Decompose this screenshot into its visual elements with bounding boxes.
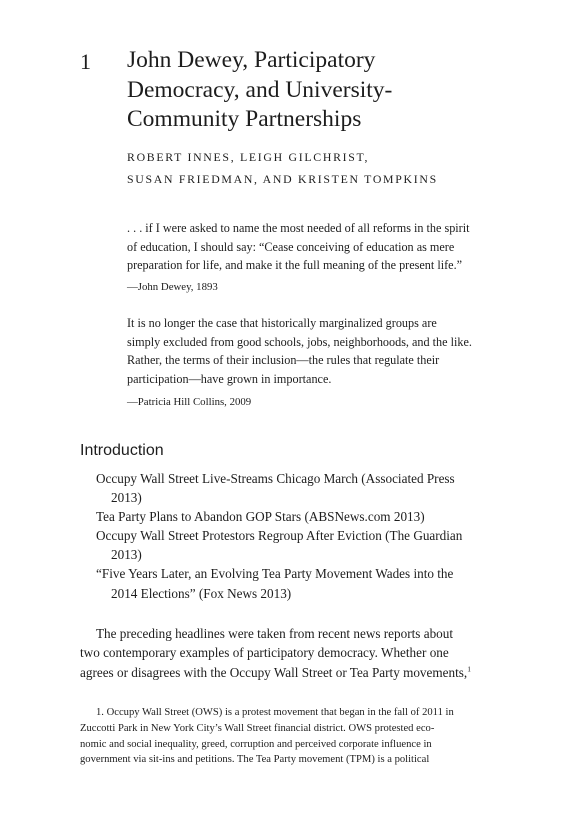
- body-line: [80, 663, 488, 682]
- body-line: The preceding headlines were taken from recent news reports about: [96, 626, 454, 641]
- epigraph-line: of education, I should say: “Cease conceiving of education as mere: [127, 239, 455, 254]
- epigraph-collins: [127, 314, 488, 388]
- epigraph-attribution: —John Dewey, 1893: [127, 281, 218, 293]
- footnote-line: government via sit-ins and petitions. The Tea Party movement (TPM) is a political: [80, 754, 430, 766]
- footnote-line: 1. Occupy Wall Street (OWS) is a protest movement that began in the fall of 2011 in: [96, 707, 454, 718]
- headline-list: [96, 469, 496, 603]
- chapter-title-line: John Dewey, Participatory: [127, 47, 376, 73]
- body-paragraph: [80, 624, 488, 682]
- body-line: two contemporary examples of participatory democracy. Whether one: [80, 645, 449, 661]
- chapter-authors: [127, 146, 438, 190]
- headline-line: Occupy Wall Street Live-Streams Chicago March (Associated Press: [96, 471, 455, 486]
- headline-line: 2013): [111, 547, 142, 563]
- section-heading: Introduction: [80, 442, 164, 459]
- footnote-reference[interactable]: 1: [467, 664, 471, 674]
- author-line: SUSAN FRIEDMAN, AND KRISTEN TOMPKINS: [127, 172, 438, 186]
- headline-line: 2014 Elections” (Fox News 2013): [111, 585, 292, 601]
- epigraph-line: Rather, the terms of their inclusion—the rules that regulate their: [127, 353, 440, 367]
- chapter-title: [127, 46, 507, 135]
- footnote-line: nomic and social inequality, greed, corruption and perceived corporate influence in: [80, 738, 432, 750]
- epigraph-dewey: [127, 219, 488, 275]
- chapter-title-line: Community Partnerships: [127, 106, 362, 132]
- epigraph-line: . . . if I were asked to name the most needed of all reforms in the spirit: [127, 221, 470, 235]
- headline-line: “Five Years Later, an Evolving Tea Party Movement Wades into the: [96, 566, 454, 582]
- epigraph-attribution: —Patricia Hill Collins, 2009: [127, 396, 252, 408]
- author-line: ROBERT INNES, LEIGH GILCHRIST,: [127, 150, 370, 164]
- epigraph-line: participation—have grown in importance.: [127, 371, 332, 386]
- chapter-number: 1: [80, 49, 91, 74]
- footnote: [80, 705, 488, 768]
- footnote-line: Zuccotti Park in New York City’s Wall Street financial district. OWS protested eco-: [80, 722, 435, 734]
- headline-line: 2013): [111, 490, 142, 506]
- epigraph-line: simply excluded from good schools, jobs, neighborhoods, and the like.: [127, 334, 472, 349]
- headline-line: Occupy Wall Street Protestors Regroup After Eviction (The Guardian: [96, 528, 463, 544]
- chapter-title-line: Democracy, and University-: [127, 76, 393, 103]
- headline-line: Tea Party Plans to Abandon GOP Stars (ABSNews.com 2013): [96, 509, 425, 525]
- epigraph-line: It is no longer the case that historically marginalized groups are: [127, 316, 437, 330]
- epigraph-line: preparation for life, and make it the full meaning of the present life.”: [127, 258, 463, 272]
- body-line-text: agrees or disagrees with the Occupy Wall Street or Tea Party movements,: [80, 664, 468, 680]
